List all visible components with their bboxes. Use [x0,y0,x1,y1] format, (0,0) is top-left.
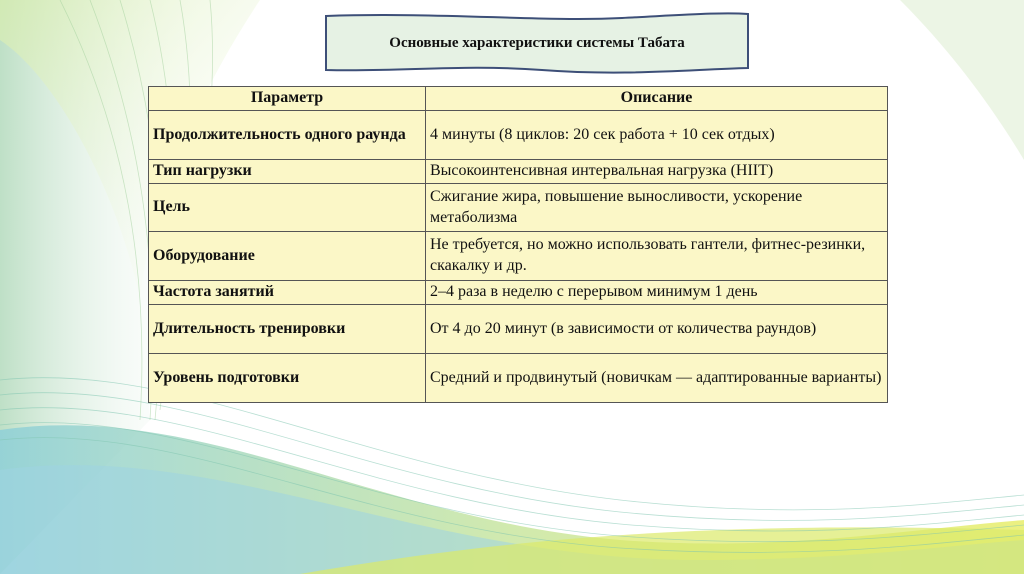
description-cell: Не требуется, но можно использовать гантели, фитнес-резинки, скакалку и др. [426,232,888,281]
description-cell: Средний и продвинутый (новичкам — адаптированные варианты) [426,354,888,403]
description-cell: 2–4 раза в неделю с перерывом минимум 1 день [426,281,888,305]
param-cell: Цель [149,184,426,232]
param-cell: Продолжительность одного раунда [149,111,426,160]
characteristics-table [148,86,888,403]
table-row [149,111,888,160]
page-title: Основные характеристики системы Табата [389,34,685,51]
param-cell: Уровень подготовки [149,354,426,403]
column-header-parameter: Параметр [149,87,426,111]
table-row [149,305,888,354]
param-cell: Частота занятий [149,281,426,305]
param-cell: Оборудование [149,232,426,281]
column-header-description: Описание [426,87,888,111]
table-row [149,184,888,232]
description-cell: От 4 до 20 минут (в зависимости от количества раундов) [426,305,888,354]
description-cell: Высокоинтенсивная интервальная нагрузка (HIIT) [426,160,888,184]
table-row [149,281,888,305]
title-banner [322,10,752,76]
param-cell: Длительность тренировки [149,305,426,354]
table-row [149,160,888,184]
description-cell: 4 минуты (8 циклов: 20 сек работа + 10 сек отдых) [426,111,888,160]
table-header-row [149,87,888,111]
description-cell: Сжигание жира, повышение выносливости, ускорение метаболизма [426,184,888,232]
table-row [149,354,888,403]
param-cell: Тип нагрузки [149,160,426,184]
table-row [149,232,888,281]
